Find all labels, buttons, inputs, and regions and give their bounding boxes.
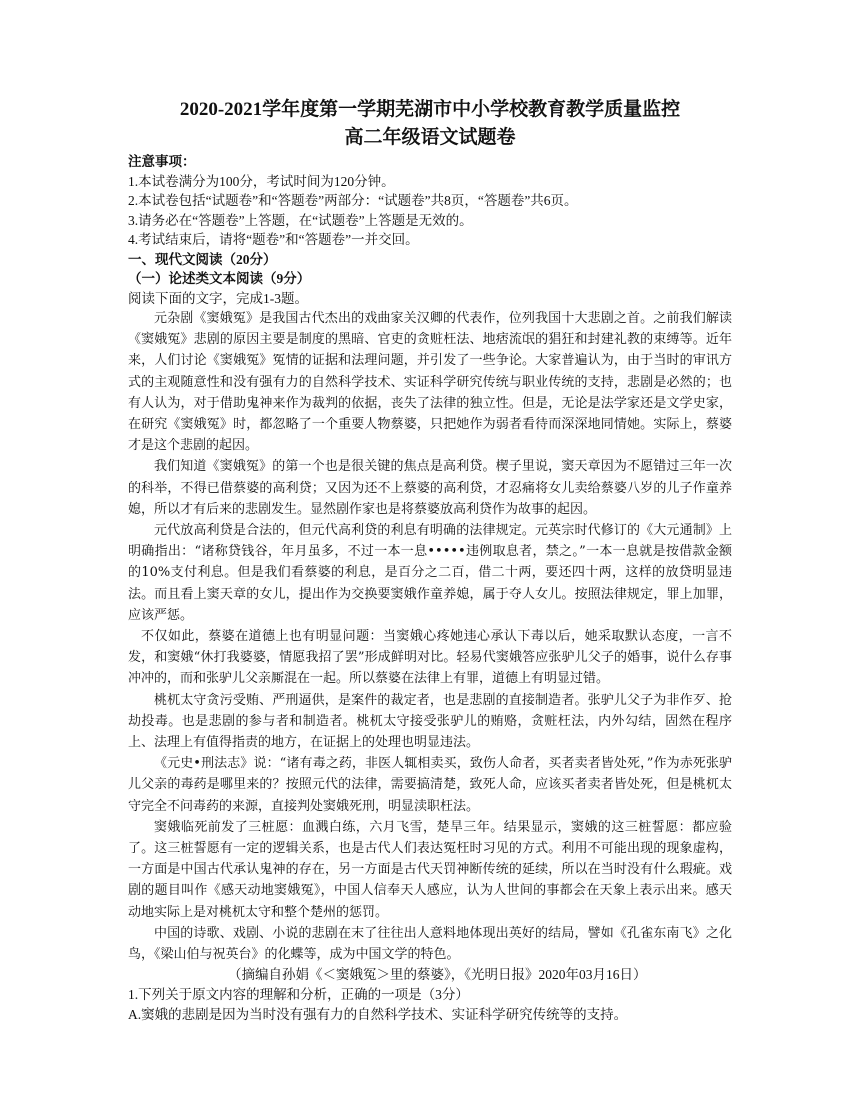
article-paragraph: 元代放高利贷是合法的，但元代高利贷的利息有明确的法律规定。元英宗时代修订的《大元通制》上明确指出：“诸称贷钱谷，年月虽多，不过一本一息•••••违例取息者，禁之。”一本一息就是按借款金额的10%支付利息。但是我们看蔡婆的利息，是百分之二百，借二十两，要还四十两，这样的放贷明显违法。而且看上窦天章的女儿，提出作为交换要窦娥作童养媳，属于夺人女儿。按照法律规定，罪上加罪，应该严惩。 (128, 523, 732, 623)
exam-page (128, 96, 732, 1024)
page-title: 2020-2021学年度第一学期芜湖市中小学校教育教学质量监控 (179, 99, 681, 120)
notes-heading: 注意事项： (128, 154, 196, 169)
question-option-a: A.窦娥的悲剧是因为当时没有强有力的自然科学技术、实证科学研究传统等的支持。 (128, 1006, 628, 1022)
article-paragraph: 桃杌太守贪污受贿、严刑逼供，是案件的裁定者，也是悲剧的直接制造者。张驴儿父子为非作歹、抢劫投毒。也是悲剧的参与者和制造者。桃杌太守接受张驴儿的贿赂，贪赃枉法，内外勾结，固然在程序上、法理上有值得指责的地方，在证据上的处理也明显违法。 (128, 692, 732, 751)
article-paragraph: 我们知道《窦娥冤》的第一个也是很关键的焦点是高利贷。楔子里说，窦天章因为不愿错过三年一次的科举，不得已借蔡婆的高利贷；又因为还不上蔡婆的高利贷，才忍痛将女儿卖给蔡婆八岁的儿子作童养媳，所以才有后来的悲剧发生。显然剧作家也是将蔡婆放高利贷作为故事的起因。 (128, 459, 732, 517)
article-paragraph: 窦娥临死前发了三桩愿：血溅白练，六月飞雪，楚旱三年。结果显示，窦娥的这三桩誓愿：都应验了。这三桩誓愿有一定的逻辑关系，也是古代人们表达冤枉时习见的方式。利用不可能出现的现象虚构，一方面是中国古代承认鬼神的存在，另一方面是古代天罚神断传统的延续，所以在当时没有什么瑕疵。戏剧的题目叫作《感天动地窦娥冤》，中国人信奉天人感应，认为人世间的事都会在天象上表示出来。感天动地实际上是对桃杌太守和整个楚州的惩罚。 (128, 819, 732, 920)
article-paragraph: 《元史•刑法志》说：“诸有毒之药，非医人辄相卖买，致伤人命者，买者卖者皆处死，”作为赤死张驴儿父亲的毒药是哪里来的？按照元代的法律，需要搞清楚，致死人命，应该买者卖者皆处死，但是桃杌太守完全不问毒药的来源，直接判处窦娥死刑，明显渎职枉法。 (128, 756, 732, 814)
article-paragraph: 中国的诗歌、戏剧、小说的悲剧在末了往往出人意料地体现出英好的结局，譬如《孔雀东南飞》之化鸟，《梁山伯与祝英台》的化蝶等，成为中国文学的特色。 (128, 925, 732, 963)
article-paragraph: 不仅如此，蔡婆在道德上也有明显问题：当窦娥心疼她违心承认下毒以后，她采取默认态度，一言不发，和窦娥“休打我婆婆，情愿我招了罢”形成鲜明对比。轻易代窦娥答应张驴儿父子的婚事，说什么存事冲冲的，而和张驴儿父亲厮混在一起。所以蔡婆在法律上有罪，道德上有明显过错。 (128, 629, 732, 687)
question-stem: 1.下列关于原文内容的理解和分析，正确的一项是（3分） (128, 987, 469, 1003)
notes-item: 1.本试卷满分为100分，考试时间为120分钟。 (128, 173, 395, 189)
reading-instruction: 阅读下面的文字，完成1-3题。 (128, 290, 308, 306)
notes-item: 4.考试结束后，请将“题卷”和“答题卷”一并交回。 (128, 232, 419, 247)
section-heading: 一、现代文阅读（20分） (128, 251, 277, 267)
page-subtitle: 高二年级语文试题卷 (344, 127, 516, 148)
article-source: （摘编自孙娟《＜窦娥冤＞里的蔡婆》，《光明日报》2020年03月16日） (228, 967, 647, 983)
article-paragraph: 元杂剧《窦娥冤》是我国古代杰出的戏曲家关汉卿的代表作，位列我国十大悲剧之首。之前我们解读《窦娥冤》悲剧的原因主要是制度的黑暗、官吏的贪赃枉法、地痞流氓的猖狂和封建礼教的束缚等。近年来，人们讨论《窦娥冤》冤情的证据和法理问题，并引发了一些争论。大家普遍认为，由于当时的审讯方式的主观随意性和没有强有力的自然科学技术、实证科学研究传统与职业传统的支持，悲剧是必然的；也有人认为，对于借助鬼神来作为裁判的依据，丧失了法律的独立性。但是，无论是法学家还是文学史家，在研究《窦娥冤》时，都忽略了一个重要人物蔡婆，只把她作为弱者看待而深深地同情她。实际上，蔡婆才是这个悲剧的起因。 (128, 311, 732, 454)
section-subheading: （一）论述类文本阅读（9分） (128, 271, 311, 286)
notes-item: 2.本试卷包括“试题卷”和“答题卷”两部分：“试题卷”共8页，“答题卷”共6页。 (128, 193, 578, 208)
notes-item: 3.请务必在“答题卷”上答题，在“试题卷”上答题是无效的。 (128, 212, 473, 228)
